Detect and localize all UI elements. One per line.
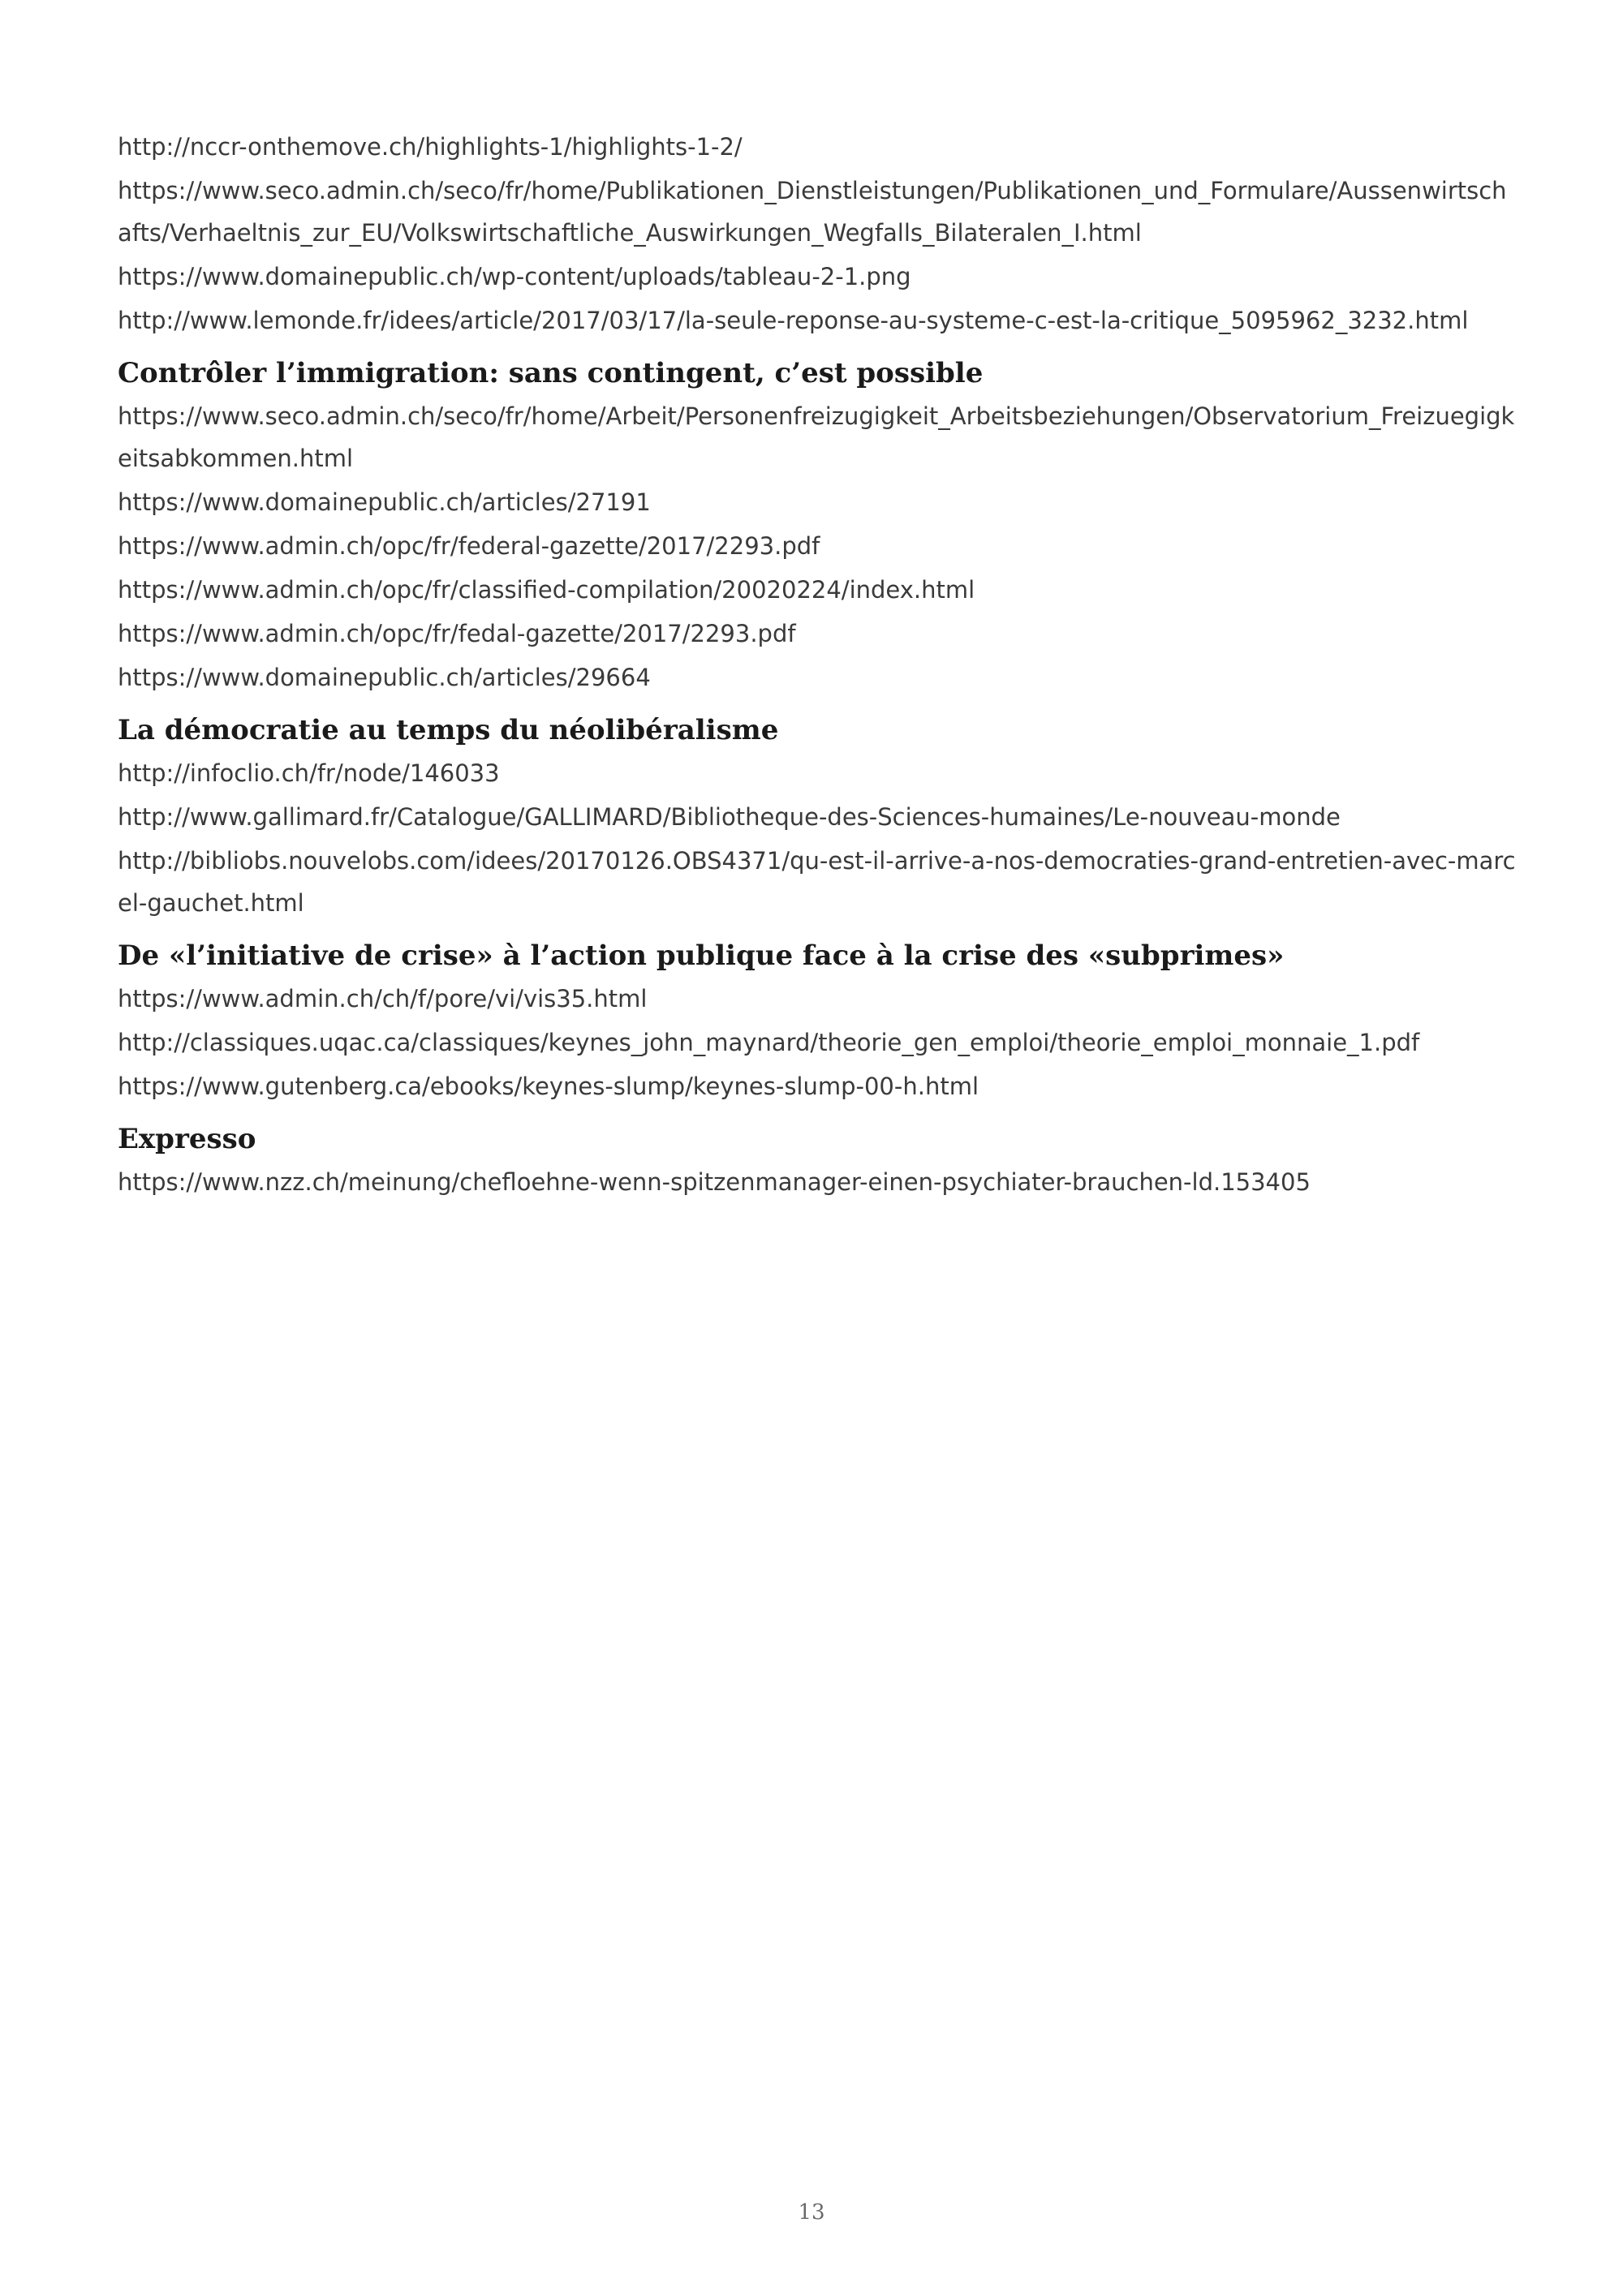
reference-link[interactable]: https://www.admin.ch/ch/f/pore/vi/vis35.html xyxy=(118,985,648,1013)
reference-link[interactable]: https://www.seco.admin.ch/seco/fr/home/Publikationen_Dienstleistungen/Publikationen_und_Formulare/Aussenwirtschafts/Verhaeltnis_zur_EU/Volkswirtschaftliche_Auswirkungen_Wegfalls_Bilateralen_I.html xyxy=(118,177,1507,247)
section-heading: Contrôler l’immigration: sans contingent, c’est possible xyxy=(118,357,984,389)
reference-link[interactable]: http://infoclio.ch/fr/node/146033 xyxy=(118,759,500,787)
section-heading: De «l’initiative de crise» à l’action publique face à la crise des «subprimes» xyxy=(118,939,1285,972)
reference-section xyxy=(118,708,1518,924)
reference-section xyxy=(118,126,1518,342)
reference-link[interactable]: https://www.gutenberg.ca/ebooks/keynes-slump/keynes-slump-00-h.html xyxy=(118,1073,979,1100)
reference-link[interactable]: https://www.admin.ch/opc/fr/classified-compilation/20020224/index.html xyxy=(118,576,975,604)
reference-section xyxy=(118,351,1518,699)
reference-link[interactable]: https://www.admin.ch/opc/fr/fedal-gazette/2017/2293.pdf xyxy=(118,620,796,647)
reference-link[interactable]: http://bibliobs.nouvelobs.com/idees/20170126.OBS4371/qu-est-il-arrive-a-nos-democraties-grand-entretien-avec-marcel-gauchet.html xyxy=(118,847,1516,917)
reference-link[interactable]: http://www.lemonde.fr/idees/article/2017/03/17/la-seule-reponse-au-systeme-c-est-la-critique_5095962_3232.html xyxy=(118,307,1469,334)
section-heading: Expresso xyxy=(118,1123,256,1155)
page-number: 13 xyxy=(798,2200,825,2225)
reference-link[interactable]: http://nccr-onthemove.ch/highlights-1/highlights-1-2/ xyxy=(118,133,743,161)
reference-list xyxy=(118,126,1518,1205)
reference-link[interactable]: https://www.domainepublic.ch/wp-content/uploads/tableau-2-1.png xyxy=(118,263,911,290)
reference-link[interactable]: https://www.admin.ch/opc/fr/federal-gazette/2017/2293.pdf xyxy=(118,532,820,560)
reference-link[interactable]: http://classiques.uqac.ca/classiques/keynes_john_maynard/theorie_gen_emploi/theorie_emploi_monnaie_1.pdf xyxy=(118,1029,1420,1056)
section-heading: La démocratie au temps du néolibéralisme xyxy=(118,714,779,746)
reference-link[interactable]: https://www.seco.admin.ch/seco/fr/home/Arbeit/Personenfreizugigkeit_Arbeitsbeziehungen/Observatorium_Freizuegigkeitsabkommen.html xyxy=(118,402,1515,472)
reference-link[interactable]: https://www.nzz.ch/meinung/chefloehne-wenn-spitzenmanager-einen-psychiater-brauchen-ld.153405 xyxy=(118,1168,1311,1196)
reference-link[interactable]: http://www.gallimard.fr/Catalogue/GALLIMARD/Bibliotheque-des-Sciences-humaines/Le-nouveau-monde xyxy=(118,803,1341,831)
reference-section xyxy=(118,1117,1518,1203)
reference-section xyxy=(118,934,1518,1107)
reference-link[interactable]: https://www.domainepublic.ch/articles/29664 xyxy=(118,664,651,691)
reference-link[interactable]: https://www.domainepublic.ch/articles/27191 xyxy=(118,488,651,516)
